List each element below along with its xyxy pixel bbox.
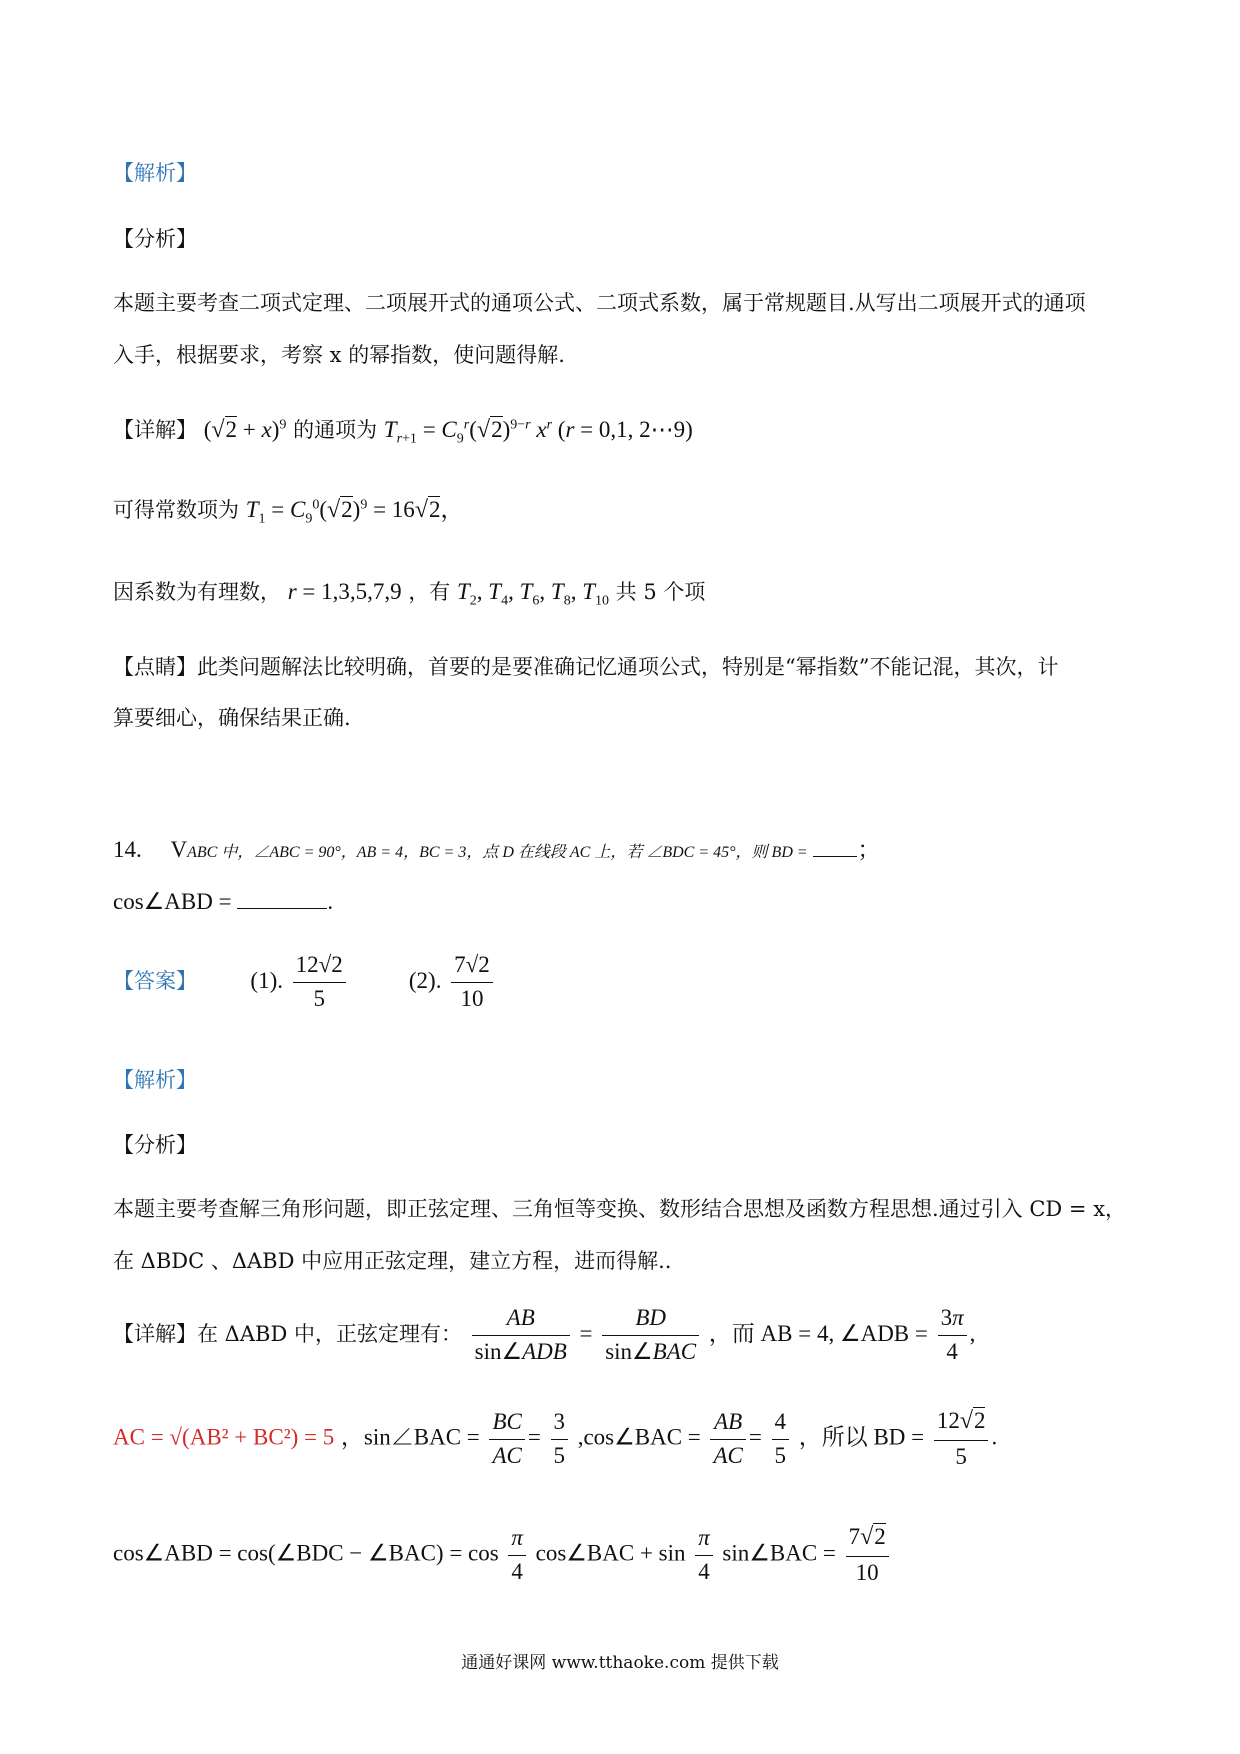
question-number: 14.	[113, 837, 142, 862]
angle-adb-fraction: $\frac{3\pi}{4}$	[938, 1305, 967, 1366]
three-fifths: $\frac{3}{5}$	[551, 1409, 569, 1470]
final-result: $\frac{7√2}{10}$	[846, 1524, 889, 1586]
fenxi-label-2: 【分析】	[113, 1133, 197, 1157]
sin-bac-label: ，sin∠BAC =	[340, 1424, 480, 1450]
answer2-prefix: (2).	[408, 967, 442, 993]
detail-2: 【详解】在 ΔABD 中，正弦定理有： $\frac{AB}{\text{sin∠ADB}}$ = $\frac{BD}{\text{sin∠BAC}}$ ，而 AB = 4, ∠ADB = $\frac{3\pi}{4}$ ,	[113, 1305, 976, 1365]
note-line-2: 算要细心，确保结果正确.	[113, 706, 351, 730]
fenxi-label-1: 【分析】	[113, 227, 197, 251]
so-bd-label: ，所以 BD =	[798, 1424, 925, 1450]
final-line	[113, 1524, 892, 1586]
detail-text-2: 在 ΔABD 中，正弦定理有：	[197, 1321, 462, 1346]
constant-term-line	[113, 498, 463, 527]
rational-mid: ，有	[408, 580, 451, 604]
bc-over-ac: $\frac{BC}{AC}$	[489, 1409, 524, 1470]
answer2-num: 7√2	[451, 952, 493, 983]
detail-label-1: 【详解】	[113, 418, 197, 442]
ab-over-ac: $\frac{AB}{AC}$	[710, 1409, 745, 1470]
four-fifths: $\frac{4}{5}$	[772, 1409, 790, 1470]
rational-suffix: 共 5 个项	[615, 580, 706, 604]
question-14-line1: 14. VABC 中，∠ABC = 90°，AB = 4，BC = 3，点 D 在线段 AC 上，若 ∠BDC = 45°，则 BD = ；	[113, 837, 881, 862]
binomial-expr: $(√2 + x)^9$	[203, 417, 287, 443]
final-mid2: sin∠BAC =	[722, 1540, 836, 1566]
detail-1	[113, 418, 693, 447]
general-term: $T_{r+1} = C_9^r(√2)^{9-r}$ $x^r$ (r = 0,1, 2⋯9)	[383, 417, 693, 447]
answer2-fraction	[451, 952, 493, 1013]
sine-law-right: $\frac{BD}{\text{sin∠BAC}}$	[602, 1305, 699, 1366]
answer1-den: 5	[313, 986, 325, 1012]
detail-label-2: 【详解】	[113, 1321, 197, 1346]
answer1-fraction	[293, 952, 346, 1013]
question-line1: ABC 中，∠ABC = 90°，AB = 4，BC = 3，点 D 在线段 AC 上，若 ∠BDC = 45°，则 BD =	[187, 844, 808, 861]
constant-term-expr: $T_1 = C_9^0(√2)^9 = 16√2$，	[245, 497, 464, 527]
answer-blank-2	[237, 888, 327, 909]
analysis-line-1b: 入手，根据要求，考察 x 的幂指数，使问题得解.	[113, 343, 565, 367]
r-values: r = 1,3,5,7,9	[287, 579, 402, 604]
pi-over-4-b: $\frac{\pi}{4}$	[695, 1525, 713, 1586]
analysis-line-1a: 本题主要考查二项式定理、二项展开式的通项公式、二项式系数，属于常规题目.从写出二项展开式的通项	[113, 291, 1086, 315]
cos-bac-label: ,cos∠BAC =	[577, 1424, 701, 1450]
bd-result: $\frac{12√2}{5}$	[934, 1408, 989, 1470]
analysis-line-2b: 在 ΔBDC 、ΔABD 中应用正弦定理，建立方程，进而得解..	[113, 1249, 672, 1273]
rational-prefix: 因系数为有理数，	[113, 580, 281, 604]
answer-label: 【答案】	[113, 968, 197, 993]
answer1-num: 12√2	[293, 952, 346, 983]
pi-over-4-a: $\frac{\pi}{4}$	[508, 1525, 526, 1586]
answer-line	[113, 952, 496, 1013]
ac-line: AC = √(AB² + BC²) = 5 ，sin∠BAC = $\frac{BC}{AC}$ = $\frac{3}{5}$ ,cos∠BAC = $\frac{AB}{AC}$ = $\frac{4}{5}$ ，所以 BD = $\frac{12√2}{5}$ .	[113, 1408, 998, 1469]
final-lhs: cos∠ABD = cos(∠BDC − ∠BAC) = cos	[113, 1540, 499, 1566]
jiexi-label-2: 【解析】	[113, 1068, 197, 1092]
jiexi-label-1: 【解析】	[113, 161, 197, 185]
answer2-den: 10	[460, 986, 484, 1012]
answer1-prefix: (1).	[250, 967, 283, 993]
detail-text-1: 的通项为	[293, 418, 378, 442]
page-footer: 通通好课网 www.tthaoke.com 提供下载	[461, 1653, 779, 1673]
analysis-line-2a: 本题主要考查解三角形问题，即正弦定理、三角恒等变换、数形结合思想及函数方程思想.通过引入 CD = x，	[113, 1197, 1127, 1221]
answer-blank-1	[813, 836, 857, 857]
detail-text-2b: ，而 AB = 4, ∠ADB =	[708, 1320, 928, 1346]
sine-law-left: $\frac{AB}{\text{sin∠ADB}}$	[472, 1305, 570, 1366]
t-terms: $T_2$, $T_4$, $T_6$, $T_8$, $T_{10}$	[457, 579, 609, 609]
ac-expr: AC = √(AB² + BC²) = 5	[113, 1424, 335, 1450]
rational-line	[113, 580, 705, 609]
constant-term-prefix: 可得常数项为	[113, 498, 239, 522]
note-line-1: 【点睛】此类问题解法比较明确，首要的是要准确记忆通项公式，特别是“幂指数”不能记混，其次，计	[113, 655, 1059, 679]
question-14-line2: cos∠ABD = .	[113, 889, 334, 914]
question-line2: cos∠ABD =	[113, 889, 232, 914]
final-mid1: cos∠BAC + sin	[535, 1540, 686, 1566]
